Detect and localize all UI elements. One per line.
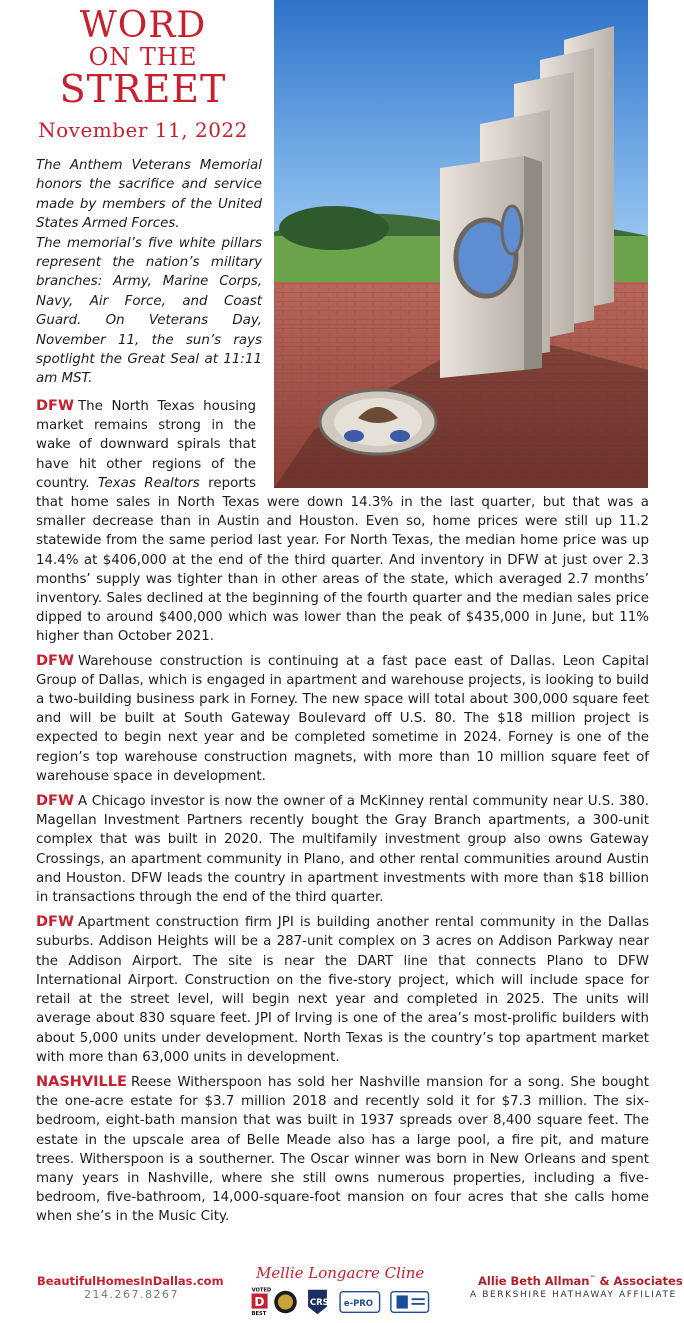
article-text-continued: reports that home sales in North Texas were down 14.3% in the last quarter, but that was a smaller decrease than in Austin and Houston. Even so, home prices were still up 11.2 statewide from the same period last year. For North Texas, the median home price was up 14.4% at $406,000 at the end of the third quarter. And inventory in DFW at just over 2.3 months’ supply was tighter than in other areas of the state, which averaged 2.7 months’ inventory. Sales declined at the beginning of the fourth quarter and the median sales price dipped to around $400,000 which was lower than the peak of $435,000 in June, but 11% higher than October 2021. bbox=[36, 475, 649, 645]
epro-badge bbox=[340, 1292, 380, 1313]
article-text: A Chicago investor is now the owner of a McKinney rental community near U.S. 380. Magellan Investment Partners recently bought the Gray Branch apartments, a 300-unit complex that was built in 2020. The multifamily investment group also owns Gateway Crossings, an apartment community in Plano, and other rental communities around Austin and Houston. DFW leads the country in apartment investments with more than $18 billion in transactions through the end of the third quarter. bbox=[36, 794, 649, 906]
articles bbox=[36, 397, 649, 1233]
affiliation-line: A BERKSHIRE HATHAWAY AFFILIATE bbox=[470, 1290, 677, 1300]
article-text: Warehouse construction is continuing at a fast pace east of Dallas. Leon Capital Group of Dallas, which is engaged in apartment and warehouse projects, is looking to build a two-building business park in Forney. The new space will total about 300,000 square feet and will be built at South Gateway Boulevard off U.S. 80. The $18 million project is expected to begin next year and be completed sometime in 2024. Forney is one of the region’s top warehouse construction magnets, with more than 10 million square feet of warehouse space in development. bbox=[36, 653, 649, 784]
photo-wrap-spacer bbox=[256, 397, 649, 489]
article-dfw-warehouse bbox=[36, 652, 649, 786]
article-region-tag: DFW bbox=[36, 652, 74, 669]
issue-date: November 11, 2022 bbox=[38, 118, 248, 142]
article-text: Apartment construction firm JPI is building another rental community in the Dallas suburbs. Addison Heights will be a 287-unit complex on 3 acres on Addison Parkway near the Addison Airport. The site is near the DART line that connects Plano to DFW International Airport. Construction on the five-story project, which will include space for retail at the street level, will begin next year and completed in 2025. The units will average about 830 square feet. JPI of Irving is one of the area’s most-prolific builders with about 5,000 units under development. North Texas is the country’s top apartment market with more than 63,000 units in development. bbox=[36, 915, 649, 1065]
article-nashville bbox=[36, 1073, 649, 1227]
masthead-word: WORD bbox=[79, 5, 207, 46]
photo-caption bbox=[36, 156, 262, 389]
agent-signature: Mellie Longacre Cline bbox=[256, 1264, 425, 1282]
badge-best-text: BEST bbox=[251, 1311, 267, 1318]
award-seal-badge bbox=[274, 1291, 297, 1314]
masthead bbox=[28, 5, 258, 142]
badge-voted-text: VOTED bbox=[251, 1287, 272, 1294]
brokerage-name bbox=[478, 1274, 683, 1288]
article-region-tag: DFW bbox=[36, 398, 74, 414]
footer bbox=[0, 1262, 684, 1323]
caption-paragraph-2: The memorial’s five white pillars represent the nation’s military branches: Army, Marine Corps, Navy, Air Force, and Coast Guard. On Veterans Day, November 11, the sun’s rays spotlight the Great Seal at 11:11 am MST. bbox=[36, 235, 262, 387]
caption-paragraph-1: The Anthem Veterans Memorial honors the sacrifice and service made by members of the United States Armed Forces. bbox=[36, 158, 262, 232]
phone-number: 214.267.8267 bbox=[84, 1288, 179, 1301]
badge-epro-text: e-PRO bbox=[343, 1297, 374, 1308]
article-text: Reese Witherspoon has sold her Nashville mansion for a song. She bought the one-acre estate for $3.7 million 2018 and recently sold it for $7.3 million. The six-bedroom, eight-bath mansion that was built in 1937 spreads over 8,400 square feet. The estate in the upscale area of Belle Meade also has a large pool, a fire pit, and mature trees. Witherspoon is a southerner. The Oscar winner was born in New Orleans and spent many years in Nashville, where she still owns numerous properties, including a five-bedroom, five-bathroom, 14,000-square-foot mansion on four acres that she calls home when she’s in the Music City. bbox=[36, 1074, 649, 1225]
article-region-tag: DFW bbox=[36, 914, 74, 931]
realtor-institute-badge bbox=[391, 1292, 429, 1313]
article-text: The North Texas housing market remains strong in the wake of downward spirals that have hit other regions of the country. bbox=[36, 399, 256, 491]
masthead-street: STREET bbox=[59, 67, 227, 111]
article-dfw-addison bbox=[36, 913, 649, 1067]
website-link[interactable]: BeautifulHomesInDallas.com bbox=[37, 1274, 224, 1288]
article-region-tag: NASHVILLE bbox=[36, 1073, 127, 1090]
masthead-on-the: ON THE bbox=[88, 43, 198, 71]
article-dfw-housing bbox=[36, 397, 649, 647]
article-region-tag: DFW bbox=[36, 793, 74, 810]
crs-badge bbox=[308, 1290, 329, 1314]
credential-badges bbox=[246, 1286, 436, 1318]
badge-crs-text: CRS bbox=[309, 1296, 329, 1307]
voted-best-badge bbox=[252, 1288, 272, 1318]
brokerage-trademark: ™ bbox=[589, 1275, 596, 1283]
badge-d-text: D bbox=[254, 1294, 265, 1309]
article-source: Texas Realtors bbox=[97, 475, 200, 491]
article-dfw-mckinney bbox=[36, 792, 649, 907]
brokerage-name-main: Allie Beth Allman bbox=[478, 1274, 590, 1288]
brokerage-name-suffix: & Associates bbox=[595, 1274, 683, 1288]
